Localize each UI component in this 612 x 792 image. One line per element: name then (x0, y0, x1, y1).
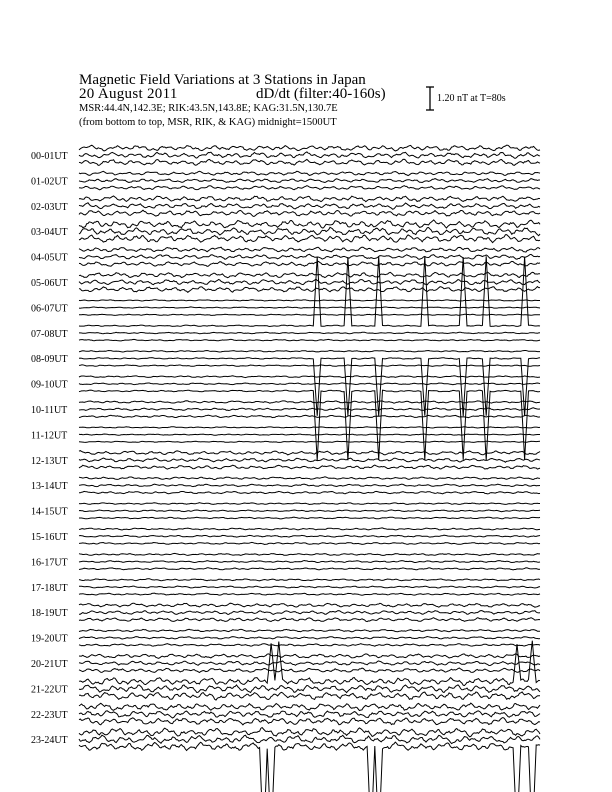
station-trace (79, 365, 540, 367)
station-trace (79, 611, 540, 615)
station-trace (79, 210, 540, 216)
station-trace (79, 441, 540, 442)
station-trace (79, 711, 540, 718)
station-trace (79, 535, 540, 537)
station-trace (79, 685, 540, 693)
hour-label: 06-07UT (31, 303, 68, 315)
station-trace (79, 491, 540, 494)
station-trace (79, 287, 540, 293)
station-trace (79, 279, 540, 285)
station-trace (79, 196, 540, 202)
hour-label: 07-08UT (31, 328, 68, 340)
station-trace (79, 376, 540, 378)
station-trace (79, 561, 540, 563)
station-trace (79, 152, 540, 158)
station-trace (79, 314, 540, 315)
station-trace (79, 579, 540, 581)
station-trace (79, 517, 540, 519)
hour-label: 13-14UT (31, 481, 68, 493)
station-trace (79, 477, 540, 480)
station-trace (79, 644, 540, 647)
hour-label: 22-23UT (31, 709, 68, 721)
hour-label: 15-16UT (31, 532, 68, 543)
station-trace (79, 408, 540, 411)
station-trace (79, 415, 540, 418)
hour-label: 02-03UT (31, 201, 68, 213)
hour-label: 17-18UT (31, 582, 68, 594)
hour-label: 00-01UT (31, 151, 68, 162)
station-trace (79, 593, 540, 595)
station-trace (79, 390, 540, 460)
station-trace (79, 692, 540, 700)
station-trace (79, 668, 540, 673)
hour-label: 01-02UT (31, 176, 68, 188)
hour-label: 09-10UT (31, 379, 68, 391)
station-trace (79, 451, 540, 455)
station-trace (79, 145, 540, 151)
station-coordinates: MSR:44.4N,142.3E; RIK:43.5N,143.8E; KAG:31.5N,130.7E (79, 103, 338, 114)
station-trace (79, 603, 540, 607)
station-trace (79, 247, 540, 252)
hour-label: 19-20UT (31, 633, 68, 645)
station-trace (79, 503, 540, 505)
hour-label: 04-05UT (31, 252, 68, 264)
station-trace (79, 434, 540, 435)
station-trace (79, 661, 540, 666)
station-trace (79, 171, 540, 175)
station-trace (79, 465, 540, 469)
station-trace (79, 458, 540, 462)
station-trace (79, 484, 540, 487)
chart-title: Magnetic Field Variations at 3 Stations in Japan (79, 72, 366, 88)
station-trace (79, 332, 540, 334)
hour-label: 20-21UT (31, 659, 68, 670)
station-trace (79, 227, 540, 235)
station-trace (79, 179, 540, 183)
station-trace (79, 528, 540, 530)
station-trace (79, 339, 540, 341)
scale-bar-label: 1.20 nT at T=80s (437, 93, 506, 104)
station-trace (79, 401, 540, 404)
hour-label: 16-17UT (31, 557, 68, 569)
station-trace (79, 186, 540, 190)
station-trace (79, 256, 540, 326)
station-trace (79, 586, 540, 588)
station-trace (79, 235, 540, 243)
scale-bar (426, 87, 434, 110)
station-trace (79, 510, 540, 512)
station-trace (79, 654, 540, 659)
station-order-note: (from bottom to top, MSR, RIK, & KAG) midnight=1500UT (79, 117, 337, 128)
chart-date: 20 August 2011 (79, 86, 178, 102)
station-trace (79, 261, 540, 266)
hour-label: 23-24UT (31, 735, 68, 747)
station-trace (79, 637, 540, 640)
hour-label: 10-11UT (31, 405, 68, 416)
station-trace (79, 568, 540, 570)
station-trace (79, 618, 540, 622)
trace-group (79, 145, 540, 792)
station-trace (79, 159, 540, 165)
hour-label: 21-22UT (31, 684, 68, 696)
station-trace (79, 629, 540, 632)
chart-quantity: dD/dt (filter:40-160s) (256, 86, 386, 102)
station-trace (79, 703, 540, 710)
station-trace (79, 272, 540, 278)
station-trace (79, 254, 540, 259)
station-trace (79, 427, 540, 428)
station-trace (79, 742, 540, 792)
hour-label: 14-15UT (31, 506, 68, 518)
station-trace (79, 383, 540, 385)
hour-label: 05-06UT (31, 278, 68, 289)
station-trace (79, 542, 540, 544)
station-trace (79, 553, 540, 555)
station-trace (79, 351, 540, 353)
hour-label: 08-09UT (31, 354, 68, 366)
hour-label-group (31, 151, 68, 746)
station-trace (79, 220, 540, 228)
station-trace (79, 203, 540, 210)
hour-label: 12-13UT (31, 455, 68, 467)
hour-label: 03-04UT (31, 227, 68, 239)
station-trace (79, 307, 540, 308)
station-trace (79, 718, 540, 725)
station-trace (79, 300, 540, 301)
hour-label: 18-19UT (31, 608, 68, 620)
hour-label: 11-12UT (31, 430, 68, 442)
